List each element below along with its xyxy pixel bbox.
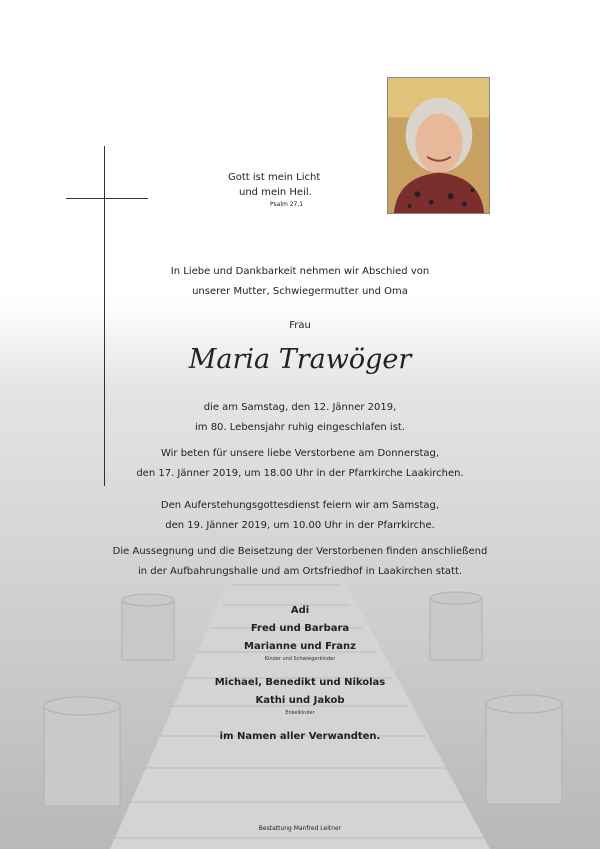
mass-line-1: Den Auferstehungsgottesdienst feiern wir am Samstag, — [160, 500, 440, 511]
death-notice — [80, 398, 520, 438]
title-prefix: Frau — [289, 320, 311, 331]
quote-reference: Psalm 27,1 — [270, 201, 304, 208]
label-children: Kinder und Schwiegerkinder — [264, 656, 336, 662]
death-line-1: die am Samstag, den 12. Jänner 2019, — [203, 402, 397, 413]
intro-line-2: unserer Mutter, Schwiegermutter und Oma — [192, 286, 408, 297]
mourner-adi: Adi — [290, 605, 310, 616]
portrait-photo — [387, 77, 490, 214]
burial-notice — [80, 542, 520, 582]
label-grandchildren: Enkelkinder — [285, 710, 315, 716]
deceased-name: Maria Trawöger — [188, 344, 412, 375]
mourner-fred-barbara: Fred und Barbara — [250, 623, 350, 634]
mourner-relatives: im Namen aller Verwandten. — [219, 731, 381, 742]
mourners-list — [80, 602, 520, 746]
mourner-grandchildren-1: Michael, Benedikt und Nikolas — [214, 677, 386, 688]
funeral-home: Bestattung Manfred Leitner — [258, 825, 342, 832]
mass-notice — [80, 496, 520, 536]
intro-text — [80, 262, 520, 302]
mourner-grandchildren-2: Kathi und Jakob — [255, 695, 345, 706]
death-line-2: im 80. Lebensjahr ruhig eingeschlafen ist. — [195, 422, 405, 433]
burial-line-1: Die Aussegnung und die Beisetzung der Verstorbenen finden anschließend — [112, 546, 488, 557]
quote-line-1: Gott ist mein Licht — [228, 172, 321, 183]
prayer-line-2: den 17. Jänner 2019, um 18.00 Uhr in der Pfarrkirche Laakirchen. — [136, 468, 464, 479]
mourner-marianne-franz: Marianne und Franz — [244, 641, 356, 652]
burial-line-2: in der Aufbahrungshalle und am Ortsfriedhof in Laakirchen statt. — [137, 566, 463, 577]
mass-line-2: den 19. Jänner 2019, um 10.00 Uhr in der Pfarrkirche. — [165, 520, 435, 531]
bible-quote — [228, 170, 348, 210]
prayer-notice — [80, 444, 520, 484]
prayer-line-1: Wir beten für unsere liebe Verstorbene am Donnerstag, — [160, 448, 440, 459]
intro-line-1: In Liebe und Dankbarkeit nehmen wir Abschied von — [170, 266, 430, 277]
cross-horizontal-bar — [66, 198, 148, 199]
quote-line-2: und mein Heil. — [239, 187, 312, 198]
